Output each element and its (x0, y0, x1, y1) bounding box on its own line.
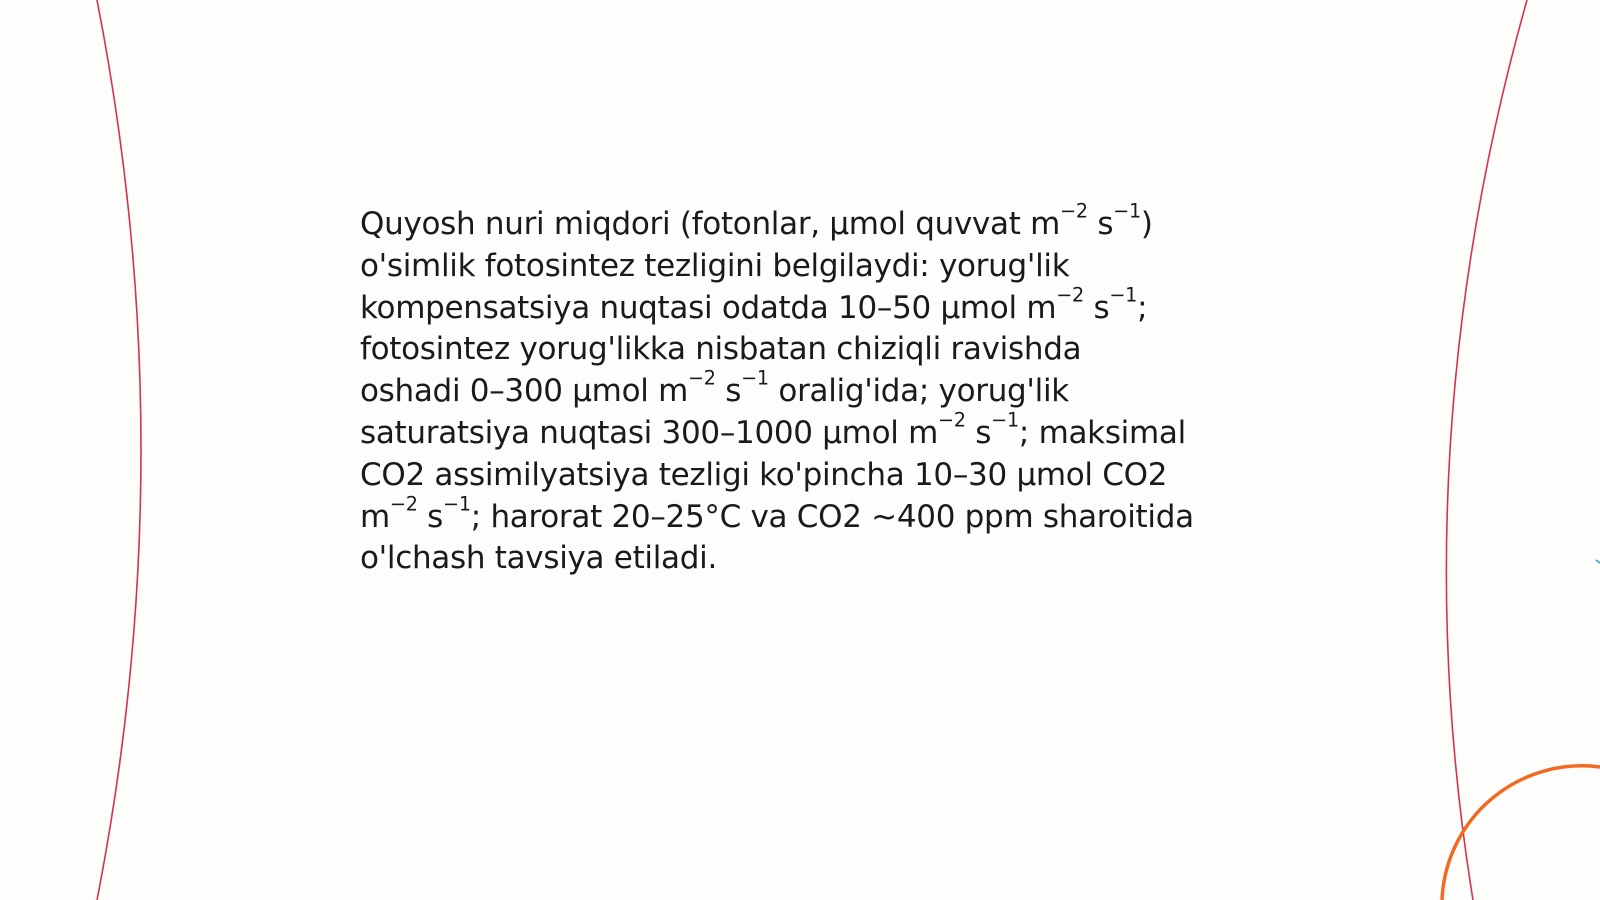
text-line: fotosintez yorug'likka nisbatan chiziqli ravishda (360, 331, 1082, 368)
text-line: kompensatsiya nuqtasi odatda 10–50 μmol $m^{-2}$ $s^{-1}$; (360, 283, 1148, 326)
text-line: Quyosh nuri miqdori (fotonlar, μmol quvvat $m^{-2}$ $s^{-1}$) (360, 199, 1153, 242)
body-paragraph (360, 199, 1240, 580)
text-line: CO2 assimilyatsiya tezligi ko'pincha 10–30 μmol CO2 (360, 456, 1168, 493)
text-line: o'simlik fotosintez tezligini belgilaydi: yorug'lik (360, 247, 1070, 284)
text-line: saturatsiya nuqtasi 300–1000 μmol $m^{-2}$ $s^{-1}$; maksimal (360, 408, 1186, 451)
edge-mark-decoration (1596, 560, 1600, 563)
text-line: $m^{-2}$ $s^{-1}$; harorat 20–25°C va CO2 ~400 ppm sharoitida (360, 492, 1194, 535)
text-line: o'lchash tavsiya etiladi. (360, 540, 717, 577)
right-arc-decoration (1446, 0, 1527, 900)
left-arc-decoration (97, 0, 141, 900)
text-line: oshadi 0–300 μmol $m^{-2}$ $s^{-1}$ oralig'ida; yorug'lik (360, 366, 1069, 410)
corner-orange-arc-decoration (1442, 766, 1600, 900)
